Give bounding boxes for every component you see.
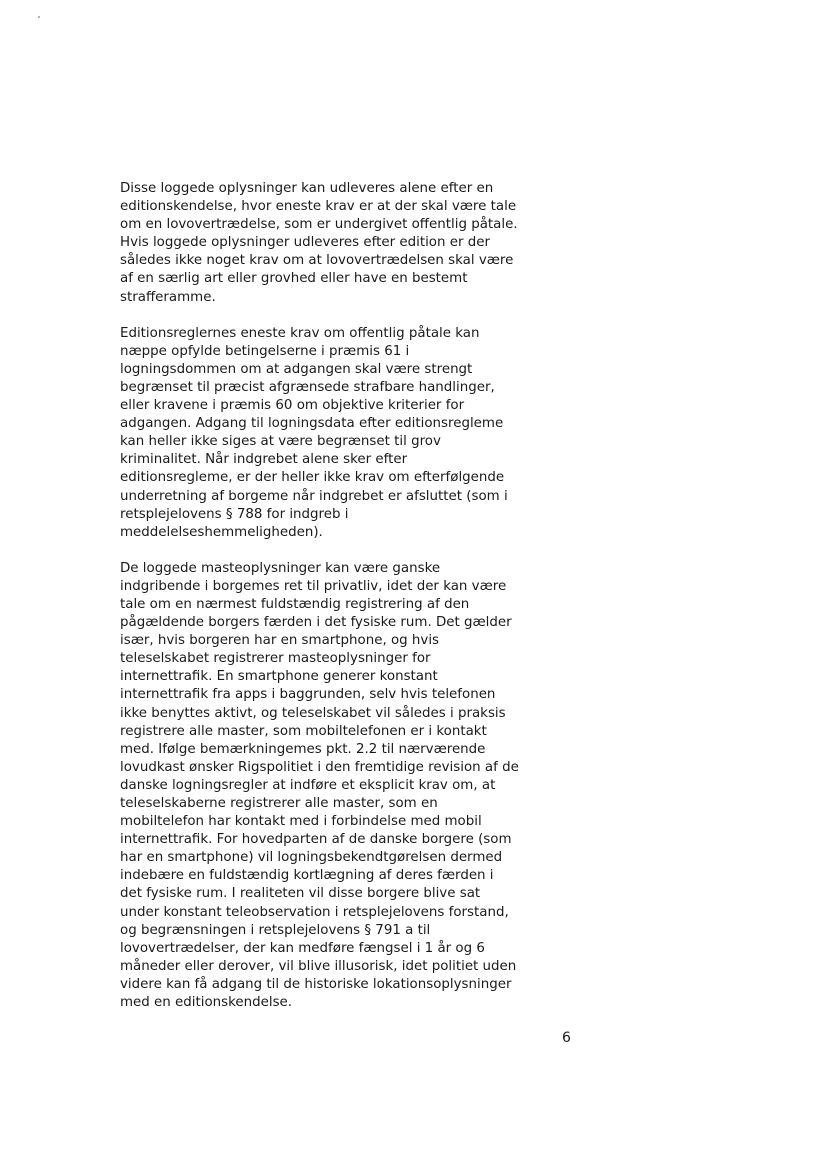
text-line: af en særlig art eller grovhed eller have en bestemt — [120, 271, 468, 287]
text-line: således ikke noget krav om at lovovertrædelsen skal være — [120, 253, 514, 269]
text-line: om en lovovertrædelse, som er undergivet offentlig påtale. — [120, 217, 518, 233]
text-line: danske logningsregler at indføre et eksplicit krav om, at — [120, 777, 496, 793]
text-line: retsplejelovens § 788 for indgreb i — [120, 506, 349, 522]
paragraph-3 — [120, 560, 582, 1012]
text-line: De loggede masteoplysninger kan være ganske — [120, 560, 441, 576]
text-line: især, hvis borgeren har en smartphone, og hvis — [120, 633, 440, 649]
text-line: næppe opfylde betingelserne i præmis 61 i — [120, 343, 410, 359]
text-line: Hvis loggede oplysninger udleveres efter edition er der — [120, 235, 490, 251]
body-text — [120, 180, 582, 1012]
text-line: har en smartphone) vil logningsbekendtgørelsen dermed — [120, 850, 503, 866]
paragraph-2 — [120, 325, 582, 542]
text-line: ikke benyttes aktivt, og teleselskabet vil således i praksis — [120, 705, 506, 721]
text-line: logningsdommen om at adgangen skal være strengt — [120, 361, 473, 377]
text-line: indgribende i borgemes ret til privatliv, idet der kan være — [120, 578, 507, 594]
text-line: kan heller ikke siges at være begrænset til grov — [120, 434, 441, 450]
text-line: pågældende borgers færden i det fysiske rum. Det gælder — [120, 615, 512, 631]
page-number: 6 — [562, 1030, 571, 1046]
text-line: adgangen. Adgang til logningsdata efter editionsregleme — [120, 416, 504, 432]
text-line: teleselskabet registrerer masteoplysninger for — [120, 651, 431, 667]
text-line: begrænset til præcist afgrænsede strafbare handlinger, — [120, 379, 495, 395]
paragraph-1 — [120, 180, 582, 307]
text-line: Editionsreglernes eneste krav om offentlig påtale kan — [120, 325, 480, 341]
text-line: det fysiske rum. I realiteten vil disse borgere blive sat — [120, 886, 481, 902]
text-line: editionskendelse, hvor eneste krav er at der skal være tale — [120, 199, 517, 215]
text-line: indebære en fuldstændig kortlægning af deres færden i — [120, 868, 494, 884]
text-line: Disse loggede oplysninger kan udleveres alene efter en — [120, 181, 494, 196]
scan-speck — [38, 16, 40, 18]
text-line: internettrafik. En smartphone generer konstant — [120, 669, 438, 685]
text-line: registrere alle master, som mobiltelefonen er i kontakt — [120, 723, 487, 739]
text-line: internettrafik. For hovedparten af de danske borgere (som — [120, 832, 512, 848]
text-line: lovudkast ønsker Rigspolitiet i den fremtidige revision af de — [120, 759, 519, 775]
text-line: strafferamme. — [120, 289, 216, 305]
text-line: og begrænsningen i retsplejelovens § 791 a til — [120, 922, 431, 938]
text-line: internettrafik fra apps i baggrunden, selv hvis telefonen — [120, 687, 496, 703]
text-line: teleselskaberne registrerer alle master, som en — [120, 796, 438, 811]
text-line: mobiltelefon har kontakt med i forbindelse med mobil — [120, 814, 482, 830]
text-line: tale om en nærmest fuldstændig registrering af den — [120, 596, 470, 612]
text-line: meddelelseshemmeligheden). — [120, 524, 323, 540]
text-line: underretning af borgeme når indgrebet er afsluttet (som i — [120, 488, 508, 504]
text-line: kriminalitet. Når indgrebet alene sker efter — [120, 452, 408, 468]
text-line: med en editionskendelse. — [120, 995, 293, 1011]
text-line: eller kravene i præmis 60 om objektive kriterier for — [120, 398, 465, 414]
text-line: måneder eller derover, vil blive illusorisk, idet politiet uden — [120, 958, 517, 974]
text-line: under konstant teleobservation i retsplejelovens forstand, — [120, 904, 509, 920]
text-line: editionsregleme, er der heller ikke krav om efterfølgende — [120, 470, 505, 486]
text-line: med. Ifølge bemærkningemes pkt. 2.2 til nærværende — [120, 741, 486, 757]
text-line: videre kan få adgang til de historiske lokationsoplysninger — [120, 976, 512, 992]
text-line: lovovertrædelser, der kan medføre fængsel i 1 år og 6 — [120, 940, 485, 956]
